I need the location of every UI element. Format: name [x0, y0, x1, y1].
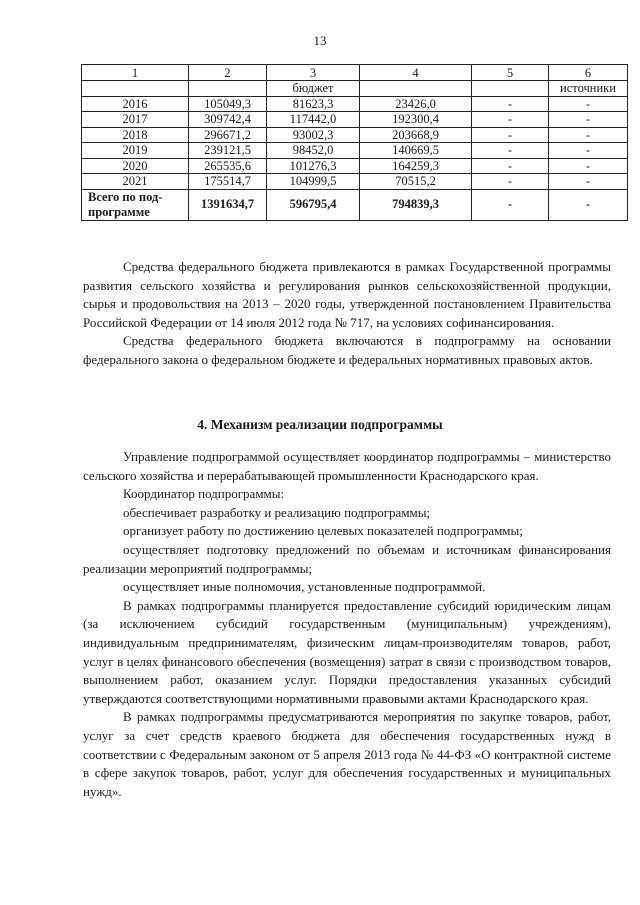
table-cell: 239121,5 [189, 143, 267, 159]
table-cell: 2018 [82, 127, 189, 143]
table-cell: 81623,3 [267, 96, 360, 112]
table-cell: - [472, 112, 549, 128]
table-cell: - [472, 189, 549, 220]
table-cell: 3 [267, 65, 360, 81]
table-cell: - [549, 143, 628, 159]
table-row [82, 112, 628, 128]
table-cell: 175514,7 [189, 174, 267, 190]
paragraph: В рамках подпрограммы предусматриваются мероприятия по закупке товаров, работ, услуг за счет средств краевого бюджета для обеспечения государственных нужд в соответствии с Федеральным законом от 5 апреля 2013 года № 44-ФЗ «О контрактной системе в сфере закупок товаров, работ, услуг для обеспечения государственных и муниципальных нужд». [83, 709, 611, 799]
table-cell: 192300,4 [360, 112, 472, 128]
table-cell: 6 [549, 65, 628, 81]
funding-paragraphs [83, 258, 611, 370]
table-row [82, 174, 628, 190]
paragraph: Средства федерального бюджета привлекаются в рамках Государственной программы развития сельского хозяйства и регулирования рынков сельскохозяйственной продукции, сырья и продовольствия на 2013 – 2020 годы, утвержденной постановлением Правительства Российской Федерации от 14 июля 2012 года № 717, на условиях софинансирования. [83, 259, 611, 330]
table-cell: 2019 [82, 143, 189, 159]
table-cell: 265535,6 [189, 158, 267, 174]
table-cell: 101276,3 [267, 158, 360, 174]
table-cell: - [472, 158, 549, 174]
table-cell: 70515,2 [360, 174, 472, 190]
section-body [83, 448, 611, 801]
table-cell: 164259,3 [360, 158, 472, 174]
table-cell: 2020 [82, 158, 189, 174]
paragraph: осуществляет иные полномочия, установленные подпрограммой. [123, 579, 486, 595]
paragraph: Координатор подпрограммы: [123, 486, 285, 502]
table-cell: 93002,3 [267, 127, 360, 143]
table-cell: 2017 [82, 112, 189, 128]
table-cell [472, 81, 549, 97]
paragraph: обеспечивает разработку и реализацию подпрограммы; [123, 504, 431, 520]
table-cell: 23426,0 [360, 96, 472, 112]
table-cell: 4 [360, 65, 472, 81]
paragraph: Средства федерального бюджета включаются в подпрограмму на основании федерального закона о федеральном бюджете и федеральных нормативных правовых актов. [83, 333, 611, 367]
page-number: 13 [313, 33, 327, 48]
table-cell: 2 [189, 65, 267, 81]
table-cell: 309742,4 [189, 112, 267, 128]
table-cell: бюджет [267, 81, 360, 97]
table-row [82, 158, 628, 174]
paragraph: осуществляет подготовку предложений по объемам и источникам финансирования реализации мероприятий подпрограммы; [83, 541, 611, 576]
table-cell: 794839,3 [360, 189, 472, 220]
table-cell: - [472, 127, 549, 143]
table-cell [360, 81, 472, 97]
table-cell: - [549, 189, 628, 220]
table-cell: - [549, 158, 628, 174]
table-cell: 1391634,7 [189, 189, 267, 220]
table-cell: 105049,3 [189, 96, 267, 112]
table-cell: 104999,5 [267, 174, 360, 190]
table-row [82, 127, 628, 143]
table-row [82, 143, 628, 159]
table-cell: - [472, 174, 549, 190]
table-cell [189, 81, 267, 97]
table-cell: 117442,0 [267, 112, 360, 128]
table-total-row [82, 189, 628, 220]
table-cell [82, 81, 189, 97]
table-cell: 140669,5 [360, 143, 472, 159]
table-cell: 596795,4 [267, 189, 360, 220]
table-cell: - [472, 143, 549, 159]
total-label-cell: Всего по под-программе [82, 189, 189, 220]
table-cell: - [472, 96, 549, 112]
table-cell: 296671,2 [189, 127, 267, 143]
section-heading: 4. Механизм реализации подпрограммы [197, 417, 443, 432]
paragraph: В рамках подпрограммы планируется предоставление субсидий юридическим лицам (за исключением субсидий государственным (муниципальным) учреждениям), индивидуальным предпринимателям, физическим лицам-производителям товаров, работ, услуг в целях финансового обеспечения (возмещения) затрат в связи с производством товаров, выполнением работ, оказанием услуг. Порядки предоставления указанных субсидий утверждаются соответствующими нормативными правовыми актами Краснодарского края. [83, 597, 611, 706]
table-subheader-row [82, 81, 628, 97]
table-cell: 203668,9 [360, 127, 472, 143]
table-cell: 1 [82, 65, 189, 81]
table-cell: - [549, 174, 628, 190]
table-row [82, 96, 628, 112]
paragraph: Управление подпрограммой осуществляет координатор подпрограммы – министерство сельского хозяйства и перерабатывающей промышленности Краснодарского края. [83, 449, 611, 483]
table-cell: 2016 [82, 96, 189, 112]
budget-table [81, 64, 628, 221]
table-cell: - [549, 112, 628, 128]
table-cell: 2021 [82, 174, 189, 190]
table-column-numbers-row [82, 65, 628, 81]
table-cell: 5 [472, 65, 549, 81]
paragraph: организует работу по достижению целевых показателей подпрограммы; [123, 523, 523, 539]
table-cell: источники [549, 81, 628, 97]
table-cell: 98452,0 [267, 143, 360, 159]
table-cell: - [549, 96, 628, 112]
table-cell: - [549, 127, 628, 143]
